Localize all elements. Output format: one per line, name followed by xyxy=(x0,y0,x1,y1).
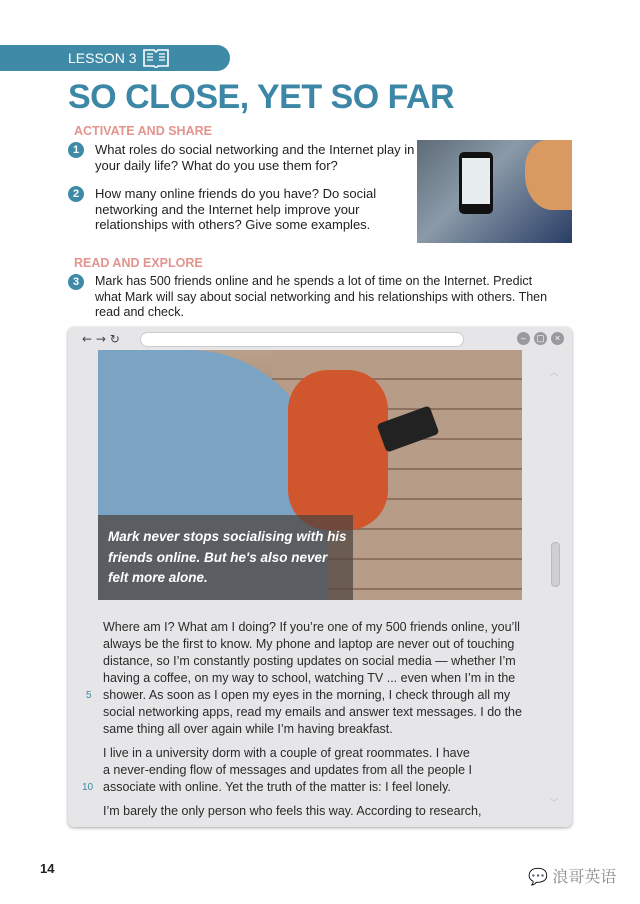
text-line: I live in a university dorm with a couple of great roommates. I have xyxy=(103,746,470,760)
lesson-label: LESSON 3 xyxy=(68,50,137,66)
maximize-button[interactable]: ▢ xyxy=(534,332,547,345)
paragraph-2 xyxy=(103,745,472,796)
text-line: social networking apps, read my emails and answer text messages. I do the xyxy=(103,705,522,719)
question-1 xyxy=(95,142,414,173)
text-line: What roles do social networking and the Internet play in xyxy=(95,142,415,157)
page-number: 14 xyxy=(40,861,55,876)
page-title: SO CLOSE, YET SO FAR xyxy=(68,78,455,116)
browser-window xyxy=(68,327,572,827)
text-line: shower. As soon as I open my eyes in the morning, I check through all my xyxy=(103,688,511,702)
scrollbar[interactable] xyxy=(548,367,562,807)
mark-photo xyxy=(98,350,522,600)
question-2 xyxy=(95,186,376,233)
text-line: networking and the Internet help improve your xyxy=(95,201,360,217)
lesson-banner xyxy=(0,45,230,71)
wechat-icon: 💬 xyxy=(528,869,548,886)
text-line: having a coffee, on my way to school, watching TV ... even when I’m in the xyxy=(103,671,516,685)
task-3 xyxy=(95,274,547,321)
address-bar[interactable] xyxy=(140,332,464,347)
text-line: your daily life? What do you use them for? xyxy=(95,157,338,173)
text-line: Where am I? What am I doing? If you’re one of my 500 friends online, you’ll xyxy=(103,620,520,634)
phone-photo xyxy=(417,140,572,243)
text-line: I’m barely the only person who feels this way. According to research, xyxy=(103,804,482,818)
text-line: distance, so I’m constantly posting updates on social media — whether I’m xyxy=(103,654,516,668)
paragraph-3 xyxy=(103,803,481,820)
item-number: 1 xyxy=(68,142,84,158)
scroll-thumb[interactable] xyxy=(551,542,560,587)
paragraph-1 xyxy=(103,619,522,738)
text-line: read and check. xyxy=(95,305,184,319)
text-line: Mark has 500 friends online and he spends a lot of time on the Internet. Predict xyxy=(95,274,533,288)
section-heading-activate: ACTIVATE AND SHARE xyxy=(74,124,212,138)
phone-image xyxy=(459,152,493,214)
text-line: How many online friends do you have? Do social xyxy=(95,186,377,201)
open-book-icon xyxy=(142,48,170,68)
caption-line: felt more alone. xyxy=(108,570,208,585)
text-line: associate with online. Yet the truth of the matter is: I feel lonely. xyxy=(103,780,451,794)
watermark-text: 浪哥英语 xyxy=(552,869,617,886)
text-line: same thing all over again while I’m having breakfast. xyxy=(103,722,393,736)
boy-image xyxy=(525,140,572,210)
line-number: 10 xyxy=(82,782,94,793)
section-heading-read: READ AND EXPLORE xyxy=(74,256,203,270)
minimize-button[interactable]: – xyxy=(517,332,530,345)
item-number: 3 xyxy=(68,274,84,290)
line-number: 5 xyxy=(86,690,92,701)
red-trousers xyxy=(288,370,388,530)
scroll-up-icon[interactable]: ︿ xyxy=(550,368,558,377)
caption-line: friends online. But he's also never xyxy=(108,549,328,565)
caption-line: Mark never stops socialising with his xyxy=(108,529,347,544)
close-button[interactable]: × xyxy=(551,332,564,345)
watermark xyxy=(528,864,616,887)
text-line: always be the first to know. My phone and laptop are never out of touching xyxy=(103,637,515,651)
text-line: a never-ending flow of messages and updates from all the people I xyxy=(103,763,472,777)
item-number: 2 xyxy=(68,186,84,202)
scroll-down-icon[interactable]: ﹀ xyxy=(550,798,558,807)
text-line: what Mark will say about social networking and his relationships with others. Then xyxy=(95,289,548,304)
text-line: relationships with others? Give some examples. xyxy=(95,217,371,232)
photo-caption xyxy=(98,515,353,600)
browser-nav-buttons[interactable]: ← → ↻ xyxy=(82,332,120,346)
